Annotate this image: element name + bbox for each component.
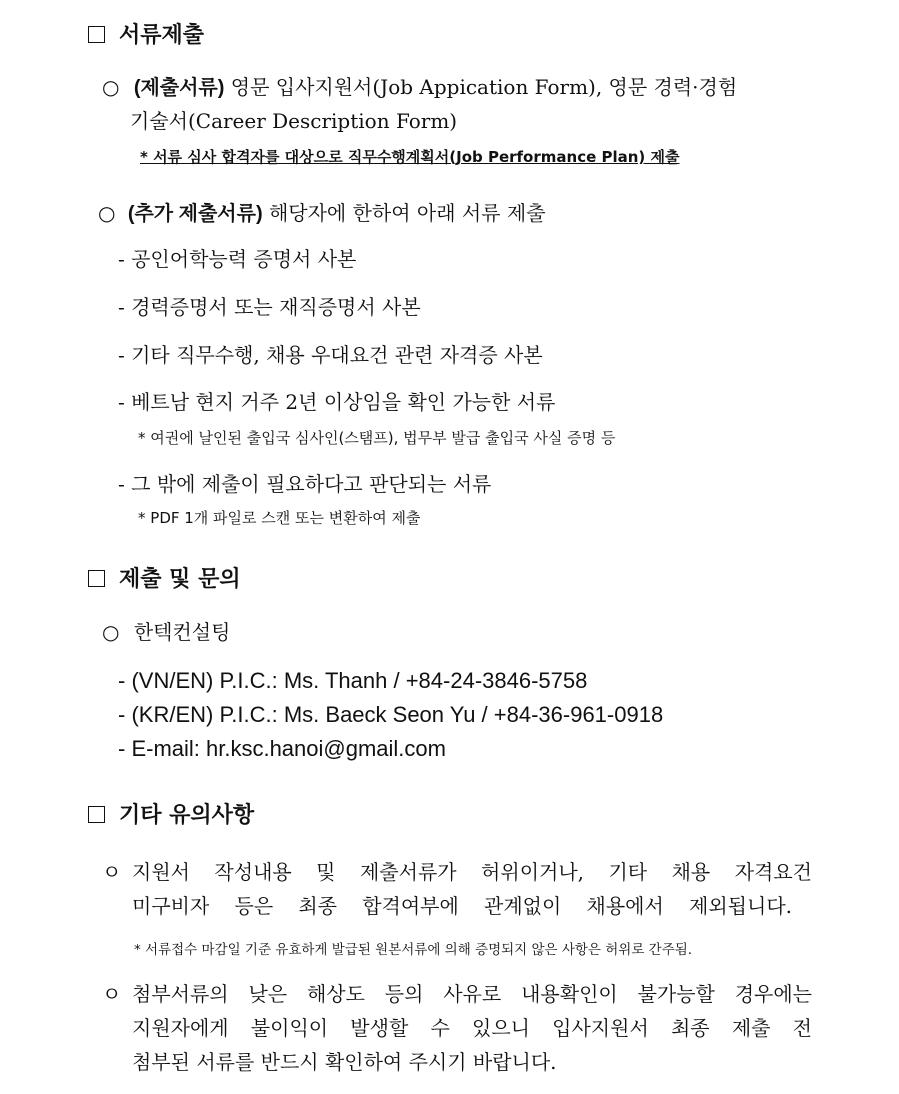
bullet-marker: ○ bbox=[98, 201, 116, 225]
bullet-marker: ㅇ bbox=[102, 860, 122, 884]
list-item: - 경력증명서 또는 재직증명서 사본 bbox=[118, 295, 421, 319]
note-false-documents: * 서류접수 마감일 기준 유효하게 발급된 원본서류에 의해 증명되지 않은 사항은 허위로 간주됨. bbox=[134, 942, 693, 958]
bullet-marker: ㅇ bbox=[102, 982, 122, 1006]
note-residence-proof: * 여권에 날인된 출입국 심사인(스탬프), 법무부 발급 출입국 사실 증명 등 bbox=[138, 429, 616, 447]
list-item: - 기타 직무수행, 채용 우대요건 관련 자격증 사본 bbox=[118, 343, 543, 367]
list-item: - 공인어학능력 증명서 사본 bbox=[118, 247, 357, 271]
notice-2-line3: 첨부된 서류를 반드시 확인하여 주시기 바랍니다. bbox=[132, 1050, 557, 1074]
section-title-text: 기타 유의사항 bbox=[119, 803, 255, 828]
bullet-label: (제출서류) bbox=[133, 77, 225, 99]
contact-vn-en: - (VN/EN) P.I.C.: Ms. Thanh / +84-24-3846-5758 bbox=[118, 668, 588, 693]
section-title-document-submission bbox=[88, 18, 204, 49]
section-title-submission-inquiry bbox=[88, 562, 241, 593]
section-title-text: 제출 및 문의 bbox=[119, 567, 241, 592]
contact-kr-en: - (KR/EN) P.I.C.: Ms. Baeck Seon Yu / +84-36-961-0918 bbox=[118, 702, 664, 727]
bullet-label: (추가 제출서류) bbox=[127, 203, 263, 225]
bullet-marker: ○ bbox=[102, 620, 120, 644]
bullet-additional-documents bbox=[98, 197, 546, 226]
bullet-marker: ○ bbox=[102, 75, 120, 99]
list-item: - 그 밖에 제출이 필요하다고 판단되는 서류 bbox=[118, 472, 492, 496]
bullet-text: 영문 입사지원서(Job Appication Form), 영문 경력·경험 bbox=[224, 75, 738, 99]
checkbox-square-icon bbox=[88, 806, 105, 823]
bullet-documents-line2: 기술서(Career Description Form) bbox=[130, 109, 458, 133]
notice-1-line2: 미구비자 등은 최종 합격여부에 관계없이 채용에서 제외됩니다. bbox=[132, 894, 792, 918]
bullet-text: 해당자에 한하여 아래 서류 제출 bbox=[262, 201, 546, 225]
notice-2-line2: 지원자에게 불이익이 발생할 수 있으니 입사지원서 최종 제출 전 bbox=[132, 1016, 812, 1040]
note-interview-plan: * 서류 심사 합격자를 대상으로 직무수행계획서(Job Performance Plan) 제출 bbox=[140, 148, 680, 166]
section-title-text: 서류제출 bbox=[119, 23, 205, 48]
notice-2-line1: 첨부서류의 낮은 해상도 등의 사유로 내용확인이 불가능할 경우에는 bbox=[132, 982, 812, 1006]
notice-1-line1: 지원서 작성내용 및 제출서류가 허위이거나, 기타 채용 자격요건 bbox=[132, 860, 812, 884]
org-name: 한텍컨설팅 bbox=[133, 620, 231, 644]
bullet-documents-line1 bbox=[102, 71, 737, 100]
note-pdf-file: * PDF 1개 파일로 스캔 또는 변환하여 제출 bbox=[138, 509, 421, 527]
section-title-other-notes bbox=[88, 798, 254, 829]
list-item: - 베트남 현지 거주 2년 이상임을 확인 가능한 서류 bbox=[118, 390, 556, 414]
checkbox-square-icon bbox=[88, 570, 105, 587]
checkbox-square-icon bbox=[88, 26, 105, 43]
org-line bbox=[102, 616, 230, 645]
contact-email: - E-mail: hr.ksc.hanoi@gmail.com bbox=[118, 736, 446, 761]
